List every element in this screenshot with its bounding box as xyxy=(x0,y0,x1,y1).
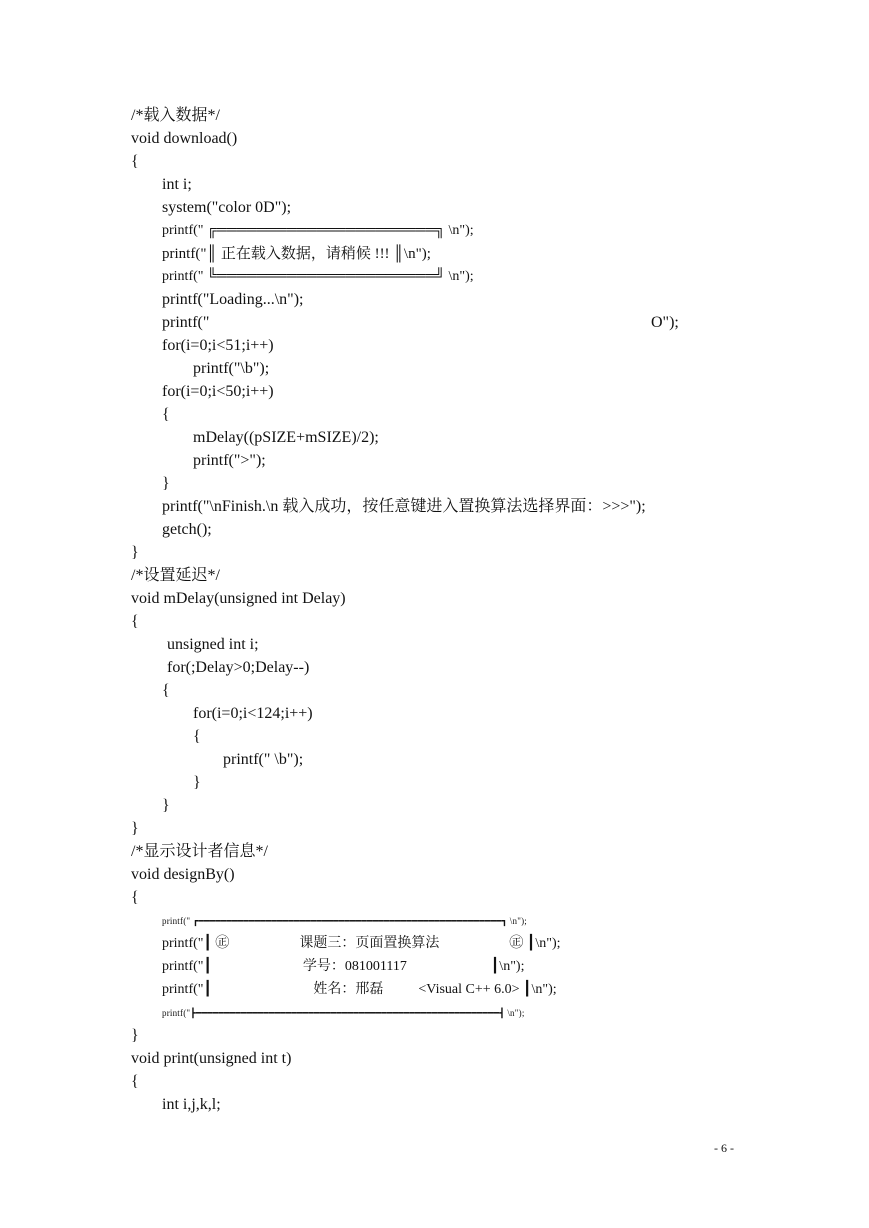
code-line: } xyxy=(131,820,139,837)
code-line: int i,j,k,l; xyxy=(162,1096,221,1113)
code-line: for(i=0;i<124;i++) xyxy=(193,705,313,722)
code-line: printf("┣━━━━━━━━━━━━━━━━━━━━━━━━━━━━━━━━━━━━━━━━━━━━━━━━━━━━━━┫ \n"); xyxy=(162,1008,525,1018)
code-line: /*载入数据*/ xyxy=(131,107,220,124)
code-line: { xyxy=(131,153,139,170)
code-line: void download() xyxy=(131,130,238,147)
code-line: unsigned int i; xyxy=(167,636,259,653)
code-line: { xyxy=(131,889,139,906)
code-line: printf(" ┏━━━━━━━━━━━━━━━━━━━━━━━━━━━━━━━━━━━━━━━━━━━━━━━━━━━━━━┓ \n"); xyxy=(162,916,527,926)
code-line: printf(" \b"); xyxy=(223,751,304,768)
code-line: printf("┃ ㊣ 课题三：页面置换算法 ㊣ ┃\n"); xyxy=(162,936,561,951)
code-line: for(;Delay>0;Delay--) xyxy=(167,659,310,676)
code-line: void print(unsigned int t) xyxy=(131,1050,292,1067)
code-line: } xyxy=(193,774,201,791)
code-line: } xyxy=(162,475,170,492)
code-line: for(i=0;i<51;i++) xyxy=(162,337,274,354)
code-line: printf("\nFinish.\n 载入成功，按任意键进入置换算法选择界面：>>>"); xyxy=(162,498,646,515)
code-line: printf(" ╔══════════════════════╗ \n"); xyxy=(162,223,474,238)
code-line: { xyxy=(193,728,201,745)
code-line: } xyxy=(131,1027,139,1044)
code-line: printf(" xyxy=(162,314,210,331)
code-line: printf("┃ 姓名：邢磊 <Visual C++ 6.0> ┃\n"); xyxy=(162,982,557,997)
code-line: { xyxy=(131,613,139,630)
code-line: } xyxy=(131,544,139,561)
code-line-tail: O"); xyxy=(651,314,679,331)
code-line: system("color 0D"); xyxy=(162,199,292,216)
code-line: /*设置延迟*/ xyxy=(131,567,220,584)
code-line: mDelay((pSIZE+mSIZE)/2); xyxy=(193,429,379,446)
code-line: printf("Loading...\n"); xyxy=(162,291,304,308)
code-line: getch(); xyxy=(162,521,212,538)
code-line: void designBy() xyxy=(131,866,235,883)
code-line: void mDelay(unsigned int Delay) xyxy=(131,590,346,607)
code-line: { xyxy=(162,406,170,423)
code-line: { xyxy=(131,1073,139,1090)
code-line: for(i=0;i<50;i++) xyxy=(162,383,274,400)
code-line: printf("┃ 学号：081001117 ┃\n"); xyxy=(162,959,525,974)
code-line: { xyxy=(162,682,170,699)
code-line: printf(">"); xyxy=(193,452,266,469)
code-line: printf(" ╚══════════════════════╝ \n"); xyxy=(162,269,474,284)
code-line: printf("║ 正在载入数据，请稍候 !!! ║\n"); xyxy=(162,246,431,262)
page-number: - 6 - xyxy=(714,1141,734,1155)
code-line: printf("\b"); xyxy=(193,360,270,377)
code-line: /*显示设计者信息*/ xyxy=(131,843,268,860)
code-line: int i; xyxy=(162,176,192,193)
code-line: } xyxy=(162,797,170,814)
